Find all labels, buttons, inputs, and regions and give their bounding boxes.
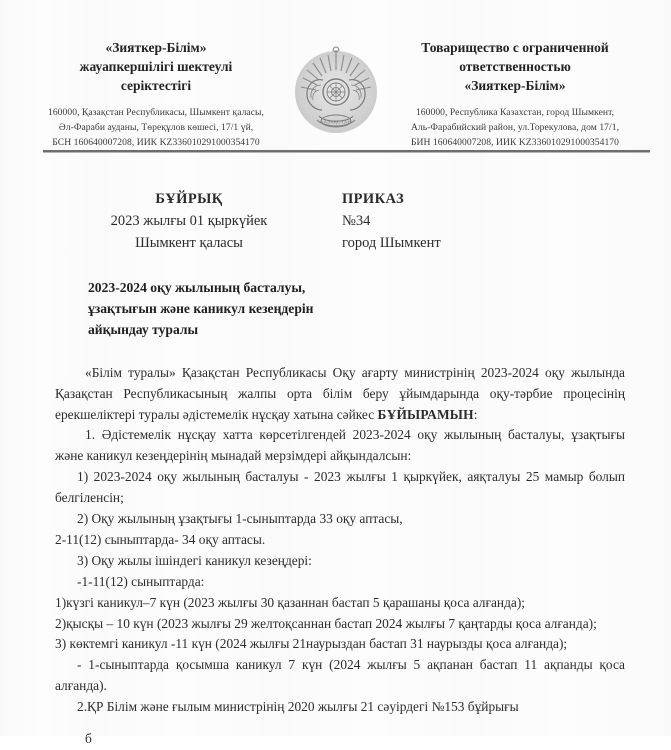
letterhead-right-russian	[389, 38, 641, 150]
body-item-1-3: 3) Оқу жылы ішіндегі каникул кезеңдері:	[77, 552, 312, 568]
org-name-kk-line3: серіктестігі	[120, 78, 192, 94]
org-addr-kk-line3: БСН 160640007208, ИИК KZ336010291000354170	[52, 136, 260, 148]
body-holiday-autumn: 1)күзгі каникул–7 күн (2023 жылғы 30 қазаннан бастап 5 қарашаны қоса алғанда);	[55, 594, 526, 610]
org-name-kk-line2: жауапкершілігі шектеулі	[79, 59, 233, 75]
order-subject	[0, 278, 671, 340]
body-item-1-1: 1) 2023-2024 оқу жылының басталуы - 2023 жылғы 1 қыркүйек, аяқталуы 25 мамыр болып белгіленсін;	[55, 469, 625, 506]
body-grades-note: -1-11(12) сыныптарда:	[77, 573, 205, 589]
org-name-ru-line2: ответственностью	[459, 59, 571, 75]
order-number: №34	[342, 213, 371, 230]
body-holiday-extra-grade1: - 1-сыныптарда қосымша каникул 7 күн (2024 жылғы 5 ақпанан бастап 11 ақпанды қоса алғанда).	[55, 657, 625, 694]
emblem-caption: ҚАЗАҚСТАН	[320, 119, 351, 125]
org-name-kazakh	[30, 38, 282, 95]
order-city-kazakh: Шымкент қаласы	[135, 235, 243, 252]
order-header	[0, 188, 671, 254]
org-addr-ru-line2: Аль-Фарабийский район, ул.Торекулова, дом 17/1,	[410, 122, 620, 134]
org-name-ru-line1: Товарищество с ограниченной	[421, 40, 609, 55]
order-header-russian	[330, 188, 590, 254]
order-city-russian: город Шымкент	[342, 235, 441, 252]
letterhead-divider	[43, 150, 650, 153]
body-holiday-spring: 3) көктемгі каникул -11 күн (2024 жылғы 21наурыздан бастап 31 наурызды қоса алғанда);	[55, 636, 568, 652]
order-word-kazakh: БҰЙРЫҚ	[155, 191, 223, 208]
order-body	[0, 363, 671, 718]
order-word-russian: ПРИКАЗ	[342, 191, 405, 208]
org-name-kk-line1: «Зияткер-Білім»	[105, 40, 207, 55]
order-date-kazakh: 2023 жылғы 01 қыркүйек	[110, 213, 268, 230]
letterhead	[0, 0, 671, 150]
body-intro-keyword: БҰЙЫРАМЫН	[377, 406, 474, 422]
body-item-1: 1. Әдістемелік нұсқау хатта көрсетілгендей 2023-2024 оқу жылының басталуы, ұзақтығы және каникул кезеңдерінің мынадай мерзімдері айқындалсын:	[55, 427, 625, 464]
body-intro-text-part2: :	[473, 406, 478, 422]
body-item-1-2-line2: 2-11(12) сыныптарда- 34 оқу аптасы.	[55, 531, 266, 547]
body-item-2: 2.ҚР Білім және ғылым министрінің 2020 жылғы 21 сәуірдегі №153 бұйрығы	[77, 699, 519, 715]
org-name-ru-line3: «Зияткер-Білім»	[464, 78, 566, 94]
order-subject-line3: айқындау туралы	[88, 321, 199, 337]
org-addr-ru-line3: БИН 160640007208, ИИК KZ336010291000354170	[410, 136, 619, 148]
coat-of-arms-icon	[293, 40, 379, 144]
org-addr-kk-line2: Әл-Фараби ауданы, Төреқұлов көшесі, 17/1 үй,	[58, 122, 254, 134]
org-addr-kk-line1: 160000, Қазақстан Республикасы, Шымкент қаласы,	[47, 107, 264, 119]
body-holiday-winter: 2)қысқы – 10 күн (2023 жылғы 29 желтоқсаннан бастап 2024 жылғы 7 қаңтарды қоса алғанда);	[55, 615, 597, 631]
org-address-kazakh	[30, 106, 282, 150]
order-subject-line1: 2023-2024 оқу жылының басталуы,	[88, 280, 306, 296]
body-item-2-cutoff: б	[85, 731, 92, 746]
order-subject-line2: ұзақтығын және каникул кезеңдерін	[88, 301, 314, 317]
letterhead-left-kazakh	[30, 38, 282, 150]
order-header-kazakh	[30, 188, 330, 254]
body-intro-text-part1: «Білім туралы» Қазақстан Республикасы Оқу ағарту министрінің 2023-2024 оқу жылында Қазақстан Республикасының жалпы орта білім беру ұйымдарында оқу-тәрбие процесінің ерекшеліктері туралы әдістемелік нұсқау хатына сәйкес	[55, 364, 625, 422]
org-name-russian	[389, 38, 641, 95]
body-item-1-2-line1: 2) Оқу жылының ұзақтығы 1-сыныптарда 33 оқу аптасы,	[77, 511, 403, 527]
org-addr-ru-line1: 160000, Республика Казахстан, город Шымкент,	[415, 107, 615, 119]
body-intro-paragraph	[55, 363, 625, 426]
org-address-russian	[389, 106, 641, 150]
